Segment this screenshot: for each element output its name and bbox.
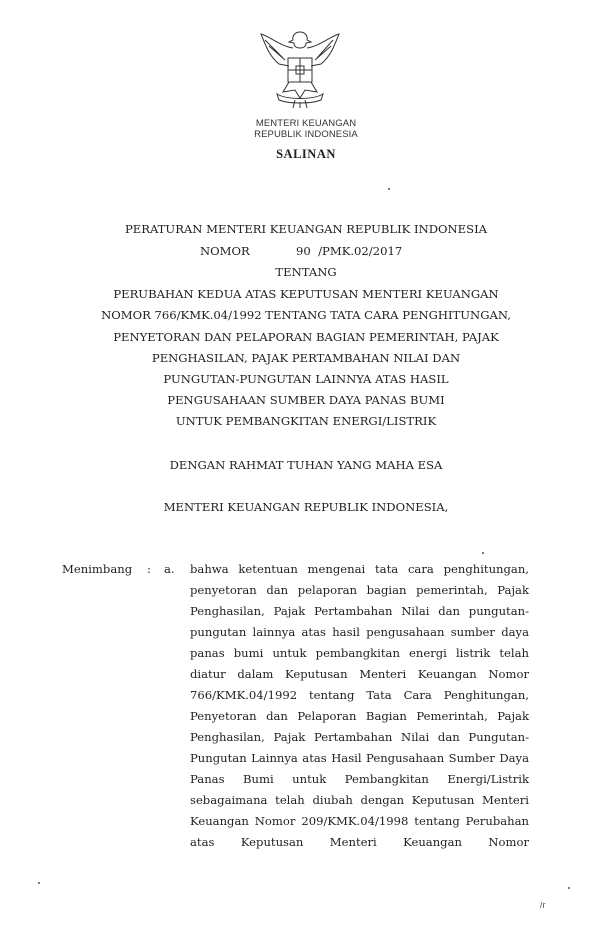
considering-line-text: penyetoran dan pelaporan bagian pemerintah, Pajak: [190, 583, 529, 597]
institution-line-2: REPUBLIK INDONESIA: [254, 129, 358, 140]
nomor-label: NOMOR: [200, 244, 250, 258]
regulation-title: PERATURAN MENTERI KEUANGAN REPUBLIK INDONESIA: [124, 222, 488, 236]
considering-line: [190, 793, 529, 809]
considering-line: [190, 688, 529, 704]
nomor-value: 90 /PMK.02/2017: [296, 244, 403, 258]
scan-speck: [388, 188, 390, 190]
considering-line-text: Pungutan Lainnya atas Hasil Pengusahaan Sumber Daya: [190, 751, 529, 765]
considering-line: [190, 604, 529, 620]
invocation: DENGAN RAHMAT TUHAN YANG MAHA ESA: [169, 458, 443, 472]
considering-line: [190, 583, 529, 599]
subject-line: PENGUSAHAAN SUMBER DAYA PANAS BUMI: [167, 393, 445, 407]
item-marker: a.: [164, 562, 175, 576]
considering-line-text: Keuangan Nomor 209/KMK.04/1998 tentang Perubahan: [190, 814, 529, 828]
considering-line-text: atas Keputusan Menteri Keuangan Nomor: [190, 835, 529, 849]
subject-line: PERUBAHAN KEDUA ATAS KEPUTUSAN MENTERI KEUANGAN: [113, 287, 499, 301]
considering-line-text: Penghasilan, Pajak Pertambahan Nilai dan Pungutan-: [190, 730, 529, 744]
considering-line: [190, 625, 529, 641]
considering-line: [190, 751, 529, 767]
authority-line: MENTERI KEUANGAN REPUBLIK INDONESIA,: [163, 500, 449, 514]
considering-line-text: diatur dalam Keputusan Menteri Keuangan Nomor: [190, 667, 529, 681]
considering-line-text: sebagaimana telah diubah dengan Keputusan Menteri: [190, 793, 529, 807]
subject-line: PUNGUTAN-PUNGUTAN LAINNYA ATAS HASIL: [163, 372, 449, 386]
considering-line: [190, 646, 529, 662]
considering-line-text: Panas Bumi untuk Pembangkitan Energi/Listrik: [190, 772, 529, 786]
considering-line: [190, 814, 529, 830]
subject-line: PENGHASILAN, PAJAK PERTAMBAHAN NILAI DAN: [151, 351, 461, 365]
considering-line-text: Penghasilan, Pajak Pertambahan Nilai dan pungutan-: [190, 604, 529, 618]
tentang-heading: TENTANG: [275, 265, 337, 279]
garuda-emblem-icon: [255, 28, 345, 110]
considering-line: [190, 667, 529, 683]
scan-speck: [568, 887, 570, 889]
menimbang-label: Menimbang: [62, 562, 133, 576]
considering-line: [190, 835, 529, 851]
considering-line: [190, 709, 529, 725]
considering-line-text: bahwa ketentuan mengenai tata cara penghitungan,: [190, 562, 529, 576]
considering-line-text: pungutan lainnya atas hasil pengusahaan sumber daya: [190, 625, 529, 639]
considering-line: [190, 772, 529, 788]
salinan-stamp: SALINAN: [276, 147, 336, 161]
subject-line: PENYETORAN DAN PELAPORAN BAGIAN PEMERINTAH, PAJAK: [113, 330, 499, 344]
considering-line-text: panas bumi untuk pembangkitan energi listrik telah: [190, 646, 529, 660]
scan-speck: [38, 882, 40, 884]
considering-line-text: Penyetoran dan Pelaporan Bagian Pemerintah, Pajak: [190, 709, 529, 723]
considering-line-text: 766/KMK.04/1992 tentang Tata Cara Penghitungan,: [190, 688, 529, 702]
scan-speck: [482, 552, 484, 554]
paraf-mark: /r: [540, 900, 546, 910]
considering-line: [190, 730, 529, 746]
menimbang-colon: :: [147, 562, 151, 576]
institution-line-1: MENTERI KEUANGAN: [255, 118, 357, 129]
subject-line: NOMOR 766/KMK.04/1992 TENTANG TATA CARA PENGHITUNGAN,: [101, 308, 511, 322]
subject-line: UNTUK PEMBANGKITAN ENERGI/LISTRIK: [175, 414, 437, 428]
considering-line: [190, 562, 529, 578]
